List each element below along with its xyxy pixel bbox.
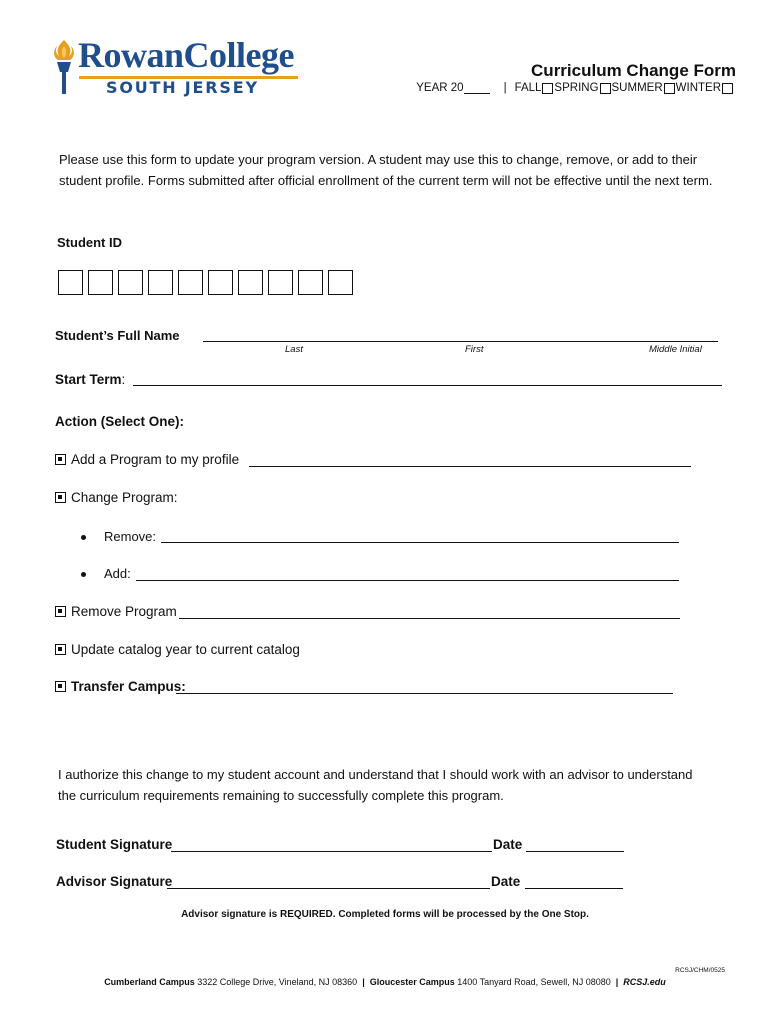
year-input[interactable] (464, 82, 490, 94)
student-date-label: Date (493, 837, 523, 852)
last-name-caption: Last (285, 344, 303, 355)
start-term-label-wrap (55, 372, 125, 387)
first-name-caption: First (465, 344, 484, 355)
website-link[interactable]: RCSJ.edu (623, 977, 666, 987)
action-heading: Action (Select One): (55, 414, 185, 429)
change-program-option[interactable] (55, 490, 178, 505)
term-fall-label: FALL (514, 82, 542, 94)
student-id-digit[interactable] (148, 270, 173, 295)
student-id-digit[interactable] (178, 270, 203, 295)
bullet-icon (81, 535, 86, 540)
bullet-icon (81, 572, 86, 577)
student-date-input[interactable] (526, 851, 624, 852)
start-term-colon: : (121, 372, 126, 387)
authorization-text: I authorize this change to my student account and understand that I should work with an advisor to understand the curriculum requirements remaining to successfully complete this program. (58, 767, 693, 803)
separator: | (503, 82, 507, 94)
add-bullet (81, 566, 131, 581)
advisor-note: Advisor signature is REQUIRED. Completed forms will be processed by the One Stop. (181, 909, 589, 920)
student-id-digit[interactable] (298, 270, 323, 295)
term-spring-label: SPRING (554, 82, 599, 94)
torch-logo-icon (52, 38, 76, 96)
student-id-digit[interactable] (118, 270, 143, 295)
campus2-address: 1400 Tanyard Road, Sewell, NJ 08080 (457, 977, 611, 987)
footer (0, 977, 770, 987)
start-term-input[interactable] (133, 385, 722, 386)
year-label: YEAR 20 (416, 82, 464, 94)
term-winter-label: WINTER (675, 82, 721, 94)
term-selection (416, 82, 734, 94)
change-program-checkbox[interactable] (55, 492, 66, 503)
student-id-digit[interactable] (328, 270, 353, 295)
transfer-campus-option[interactable] (55, 679, 186, 694)
add-label: Add: (104, 566, 131, 581)
full-name-input[interactable] (203, 341, 718, 342)
student-id-boxes (58, 270, 353, 295)
term-spring-checkbox[interactable] (600, 83, 611, 94)
remove-bullet (81, 529, 156, 544)
remove-program-checkbox[interactable] (55, 606, 66, 617)
campus1-name: Cumberland Campus (104, 977, 195, 987)
student-id-digit[interactable] (268, 270, 293, 295)
full-name-label: Student’s Full Name (55, 328, 180, 343)
form-title: Curriculum Change Form (531, 61, 736, 80)
add-program-option[interactable] (55, 452, 239, 467)
campus1-address: 3322 College Drive, Vineland, NJ 08360 (197, 977, 358, 987)
remove-program-input[interactable] (179, 618, 680, 619)
advisor-signature-input[interactable] (167, 888, 490, 889)
add-input[interactable] (136, 580, 679, 581)
remove-program-option[interactable] (55, 604, 177, 619)
student-signature-label: Student Signature (56, 837, 173, 852)
transfer-campus-label: Transfer Campus: (71, 679, 186, 694)
advisor-signature-label: Advisor Signature (56, 874, 173, 889)
add-program-checkbox[interactable] (55, 454, 66, 465)
footer-separator: | (615, 977, 619, 987)
remove-program-label: Remove Program (71, 604, 177, 619)
student-signature-input[interactable] (171, 851, 492, 852)
term-winter-checkbox[interactable] (722, 83, 733, 94)
advisor-date-label: Date (491, 874, 521, 889)
add-program-input[interactable] (249, 466, 691, 467)
campus2-name: Gloucester Campus (369, 977, 455, 987)
transfer-campus-input[interactable] (176, 693, 673, 694)
student-id-digit[interactable] (208, 270, 233, 295)
intro-text: Please use this form to update your program version. A student may use this to change, remove, or add to their student profile. Forms submitted after official enrollment of the current term will not be effective until the next term. (59, 152, 713, 188)
brand-subtitle: SOUTH JERSEY (106, 78, 259, 97)
advisor-date-input[interactable] (525, 888, 623, 889)
student-id-label: Student ID (57, 235, 122, 250)
change-program-label: Change Program: (71, 490, 178, 505)
remove-label: Remove: (104, 529, 157, 544)
term-summer-checkbox[interactable] (664, 83, 675, 94)
update-catalog-label: Update catalog year to current catalog (71, 642, 300, 657)
transfer-campus-checkbox[interactable] (55, 681, 66, 692)
student-id-digit[interactable] (58, 270, 83, 295)
student-id-digit[interactable] (88, 270, 113, 295)
student-id-digit[interactable] (238, 270, 263, 295)
update-catalog-option[interactable] (55, 642, 300, 657)
term-summer-label: SUMMER (611, 82, 663, 94)
term-fall-checkbox[interactable] (542, 83, 553, 94)
brand-name: RowanCollege (78, 35, 294, 75)
update-catalog-checkbox[interactable] (55, 644, 66, 655)
remove-input[interactable] (161, 542, 679, 543)
middle-initial-caption: Middle Initial (649, 344, 702, 355)
start-term-label: Start Term (55, 372, 122, 387)
form-code: RCSJ/CHM/0525 (675, 967, 725, 974)
footer-separator: | (362, 977, 365, 987)
add-program-label: Add a Program to my profile (71, 452, 240, 467)
